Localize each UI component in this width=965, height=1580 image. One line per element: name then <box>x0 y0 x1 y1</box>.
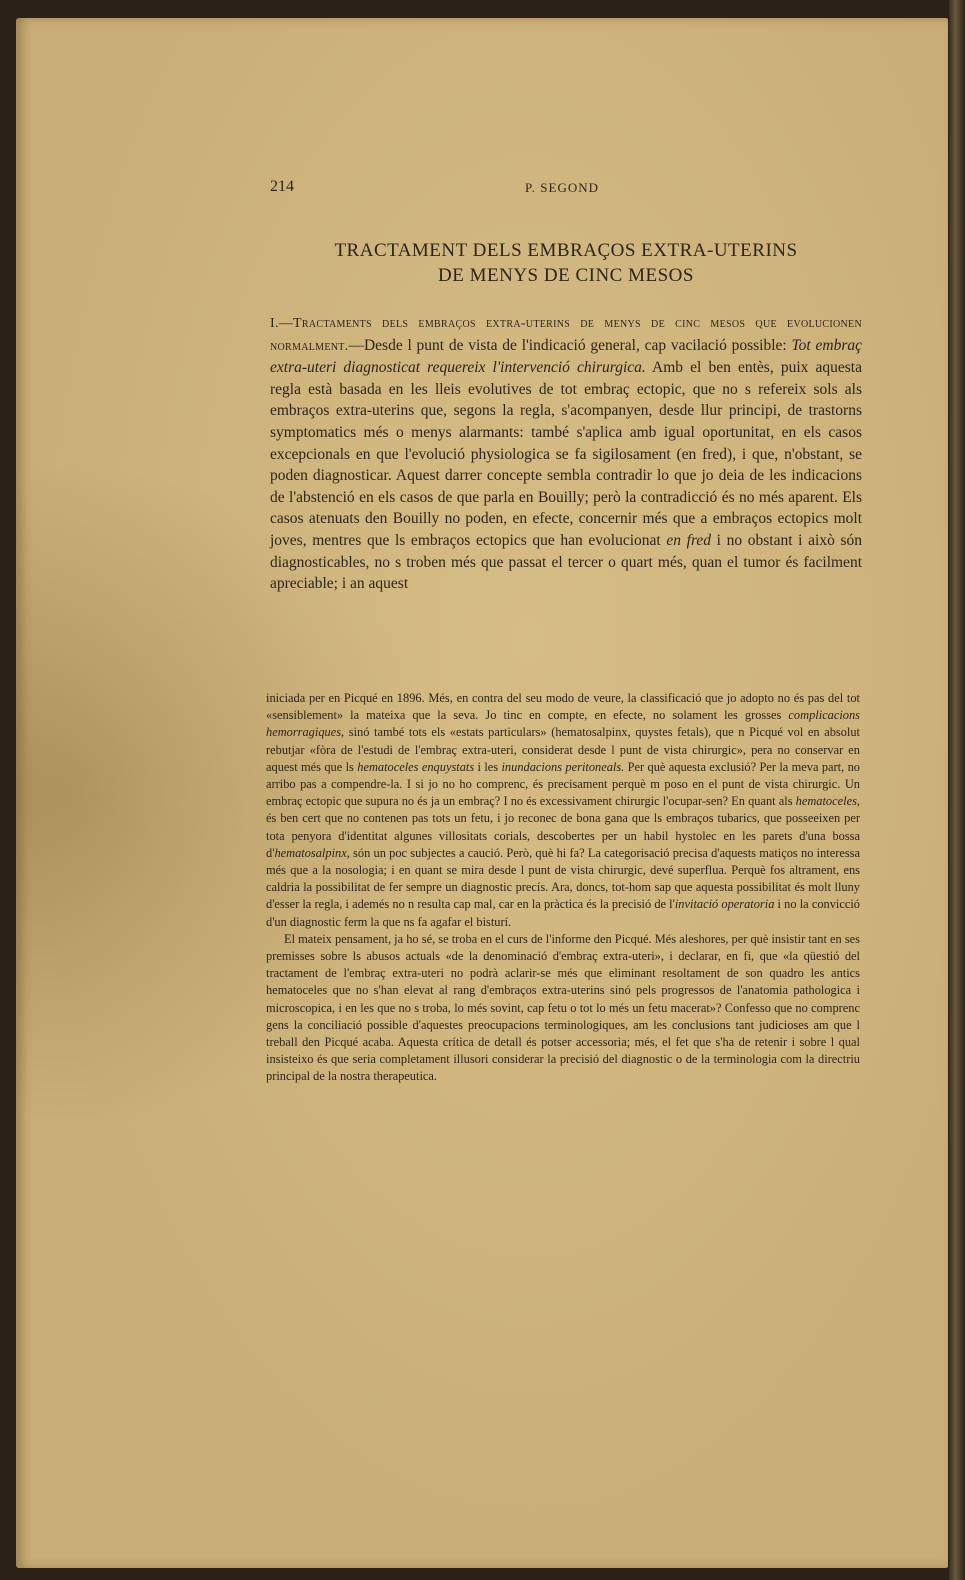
section-heading: I.—Tractaments dels embraços extra-uterins de menys de cinc mesos que evolucionen normalment. <box>270 316 862 354</box>
chapter-title-line-1: TRACTAMENT DELS EMBRAÇOS EXTRA-UTERINS <box>334 240 798 261</box>
footnote-paragraph <box>266 690 860 931</box>
footnote-emphasis: invitació operatoria <box>674 897 775 912</box>
body-paragraph <box>270 312 862 595</box>
body-text-run: Amb el ben entès, puix aquesta regla està basada en les lleis evolutives de tot embraç ectopic, que no s refereix sols als embraços extra-uterins que, segons la regla, s'acompanyen, desde llur principi, de trastorns symptomatics més o menys alarmants: també s'aplica amb igual oportunitat, en els casos excepcionals en que l'evolució physiologica se fa sigilosament (en fred), i que, n'obstant, se poden diagnosticar. Aquest darrer concepte sembla contradir lo que jo deia de les indicacions de l'abstenció en els casos de que parla en Bouilly; però la contradicció és no més aparent. Els casos atenuats den Bouilly no poden, en efecte, concernir més que a embraços ectopics molt joves, mentres que ls embraços ectopics que han evolucionat <box>270 359 862 549</box>
footnote-text-run: iniciada per en Picqué en 1896. Més, en contra del seu modo de veure, la classificació que jo adopto no és pas del tot «sensiblement» la mateixa que la seva. Jo tinc en compte, en efecte, no solament les grosses <box>266 691 860 723</box>
footnote-text-run: és ben cert que no contenen pas tots un fetu, i jo reconec de bona gana que ls embraços tubarics, que posseeixen per tota penyora d'identitat algunes villositats corials, descobertes per un habil hystolec en les parets d'una bossa d' <box>266 811 860 860</box>
footnote-text-run: i no la convicció d'un diagnostic ferm la que ns fa agafar el bisturí. <box>266 897 860 929</box>
footnote-text-run: són un poc subjectes a caució. Però, què hi fa? La categorisació precisa d'aquests matiços no interessa més que a la nosologia; i en quant se mira desde l punt de vista chirurgic, devé superflua. Perquè fos altrament, ens caldria la possibilitat de fer sempre un diagnostic precís. Ara, doncs, tot-hom sap que aquesta possibilitat és molt lluny d'esser la regla, i ademés no n resulta cap mal, car en la pràctica és la precisió de l' <box>266 845 860 912</box>
body-emphasis: en fred <box>666 531 712 549</box>
footnote-emphasis: complicacions hemorragiques, <box>266 708 860 740</box>
body-emphasis: Tot embraç extra-uteri diagnosticat requereix l'intervenció chirurgica. <box>270 336 862 377</box>
footnote-emphasis: hematoceles enquystats <box>357 759 475 774</box>
footnote-text-run: i les <box>474 759 502 774</box>
footnote-emphasis: inundacions peritoneals. <box>501 759 625 774</box>
book-edge <box>949 0 965 1580</box>
footnote-text-run: sinó també tots els «estats particulars» (hematosalpinx, quystes fetals), que n Picqué vol en absolut rebutjar «fòra de l'estudi de l'embraç extra-uteri, considerat desde l punt de vista chirurgic», pera no conservar en aquest més que ls <box>266 725 860 774</box>
chapter-title <box>270 238 862 288</box>
page-number: 214 <box>270 178 294 195</box>
footnote-emphasis: hematoceles, <box>795 794 860 809</box>
running-head <box>270 178 862 200</box>
running-title: P. SEGOND <box>525 180 600 195</box>
chapter-title-line-2: DE MENYS DE CINC MESOS <box>438 265 694 286</box>
body-text-run: —Desde l punt de vista de l'indicació general, cap vacilació possible: <box>348 336 792 354</box>
footnote-text-run: Per què aquesta exclusió? Per la meva part, no arribo pas a compendre-la. I si jo no ho comprenc, és precisament perquè m poso en el punt de vista chirurgic. Un embraç ectopic que supura no és ja un embraç? I no és excessivament chirurgic l'ocupar-sen? En quant als <box>266 759 860 809</box>
body-text-run: i no obstant i això són diagnosticables, no s troben més que passat el tercer o quart més, quan el tumor és facilment apreciable; i an aquest <box>270 531 862 593</box>
footnote-paragraph-2: El mateix pensament, ja ho sé, se troba en el curs de l'informe den Picqué. Més aleshores, per què insistir tant en ses premisses sobre ls abusos actuals «de la denominació d'embraç extra-uteri», i declarar, en fi, que «la qüestió del tractament de l'embraç extra-uteri no podrà aclarir-se més que eliminant resoltament de son quadro les antics hematoceles que no s'han elevat al rang d'embraços extra-uterins sinó pels progressos de l'anatomia pathologica i microscopica, i en les que no s troba, lo més sovint, cap fetu o tot lo més un fetu macerat»? Confesso que no comprenc gens la conciliació possible d'aquestes preocupacions terminologiques, am les conclusions tant judicioses am que l treball den Picqué acaba. Aquesta crítica de detall és potser accessoria; més, el fet que s'ha de retenir i sobre l qual insisteixo és que seria completament illusori considerar la precisió del diagnostic o de la terminologia com la directriu principal de la nostra therapeutica. <box>266 931 860 1084</box>
footnote-block <box>266 690 860 1086</box>
footnote-emphasis: hematosalpinx, <box>274 845 350 860</box>
